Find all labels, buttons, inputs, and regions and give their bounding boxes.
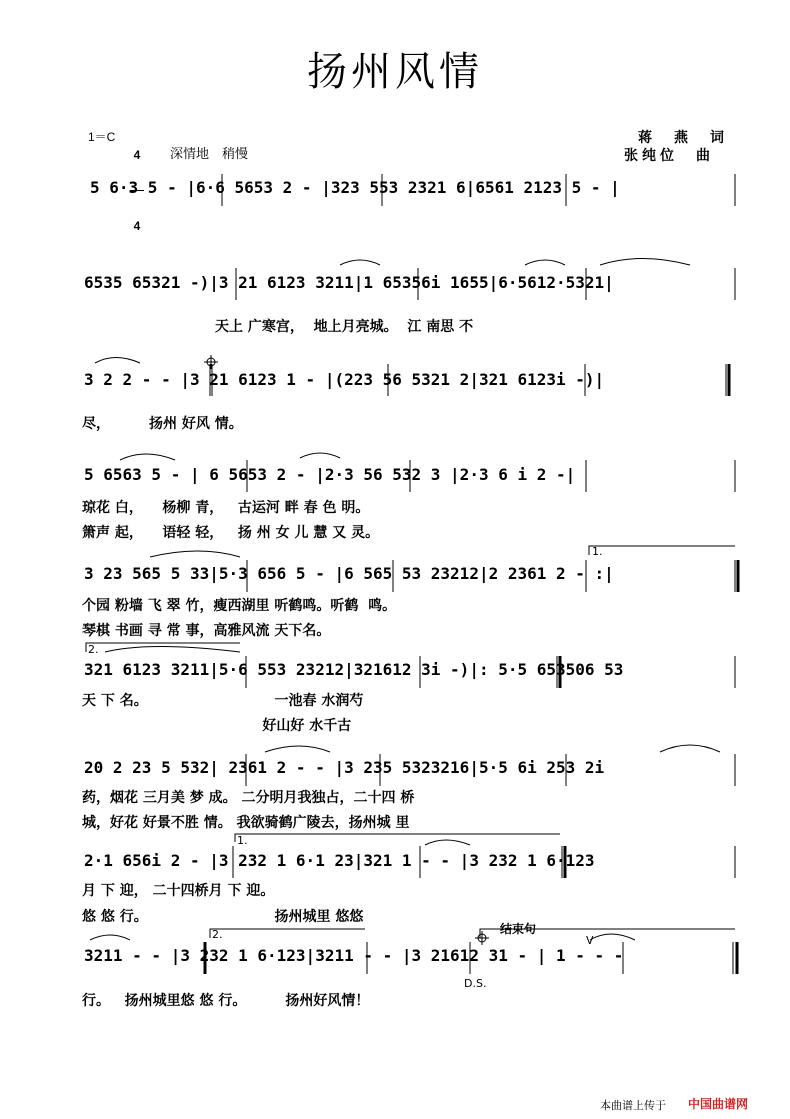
notation-line-4: 5 6563 5 - | 6 5653 2 - |2·3 56 532 3 |2·3 6 i 2 -| <box>84 465 576 484</box>
notation-line-2: 6535 65321 -)|3 21 6123 3211|1 65356i 1655|6·5612·5321| <box>84 273 614 292</box>
lyricist-credit: 蒋 燕 词 <box>638 130 728 146</box>
lyric-line-3: 尽， 扬州 好风 情。 <box>82 416 243 432</box>
lyric-line-7b: 城，好花 好景不胜 情。 我欲骑鹤广陵去，扬州城 里 <box>82 815 410 831</box>
site-logo: 中国曲谱网 <box>688 1097 749 1111</box>
time-signature-top: 4 <box>133 148 141 162</box>
lyric-line-7a: 药，烟花 三月美 梦 成。 二分明月我独占，二十四 桥 <box>82 790 415 806</box>
composer-credit: 张纯位 曲 <box>624 148 714 164</box>
notation-line-5: 3 23 565 5 33|5·3 656 5 - |6 565 53 23212|2 2361 2 - :| <box>84 564 614 583</box>
lyric-line-6b: 好山好 水千古 <box>82 718 352 734</box>
volta-1-mark: 1. <box>592 545 603 558</box>
page-title: 扬州风情 <box>307 49 483 95</box>
lyric-line-8b: 悠 悠 行。 扬州城里 悠悠 <box>82 909 364 925</box>
notation-line-3: 3 2 2 - - |3 21 6123 1 - |(223 56 5321 2|321 6123i -)| <box>84 370 605 389</box>
volta-2-mark-b: 2. <box>212 928 223 941</box>
ending-label: 结束句 <box>500 922 537 936</box>
lyric-line-4b: 箫声 起， 语轻 轻， 扬 州 女 儿 慧 又 灵。 <box>82 525 380 541</box>
footer-text: 本曲谱上传于 <box>600 1099 666 1112</box>
volta-1-mark-b: 1. <box>237 834 248 847</box>
notation-line-1: 5 6·3 5 - |6·6 5653 2 - |323 553 2321 6|6561 2123 5 - | <box>90 178 620 197</box>
lyric-line-6a: 天 下 名。 一池春 水润芍 <box>82 693 364 709</box>
lyric-line-2: 天上 广寒宫， 地上月亮城。 江 南思 不 <box>215 319 474 335</box>
lyric-line-9: 行。 扬州城里悠 悠 行。 扬州好风情！ <box>82 993 370 1009</box>
breath-mark: V <box>586 934 594 947</box>
key-signature: 1＝C <box>88 130 116 144</box>
notation-line-7: 20 2 23 5 532| 2361 2 - - |3 235 5323216|5·5 6i 253 2i <box>84 758 605 777</box>
lyric-line-5a: 个园 粉墙 飞 翠 竹，瘦西湖里 听鹤鸣。听鹤 鸣。 <box>82 598 397 614</box>
ds-mark: D.S. <box>464 977 487 990</box>
notation-line-8: 2·1 656i 2 - |3 232 1 6·1 23|321 1 - - |3 232 1 6·123 <box>84 851 595 870</box>
volta-2-mark: 2. <box>88 643 99 656</box>
lyric-line-4a: 琼花 白， 杨柳 青， 古运河 畔 春 色 明。 <box>82 500 370 516</box>
notation-line-6: 321 6123 3211|5·6 553 23212|321612 3i -)|: 5·5 653506 53 <box>84 660 624 679</box>
tempo-marking: 深情地 稍慢 <box>170 147 249 162</box>
lyric-line-8a: 月 下 迎， 二十四桥月 下 迎。 <box>82 883 275 899</box>
time-signature-bottom: 4 <box>133 219 141 233</box>
lyric-line-5b: 琴棋 书画 寻 常 事，高雅风流 天下名。 <box>82 623 331 639</box>
notation-line-9: 3211 - - |3 232 1 6·123|3211 - - |3 21612 31 - | 1 - - - <box>84 946 634 965</box>
